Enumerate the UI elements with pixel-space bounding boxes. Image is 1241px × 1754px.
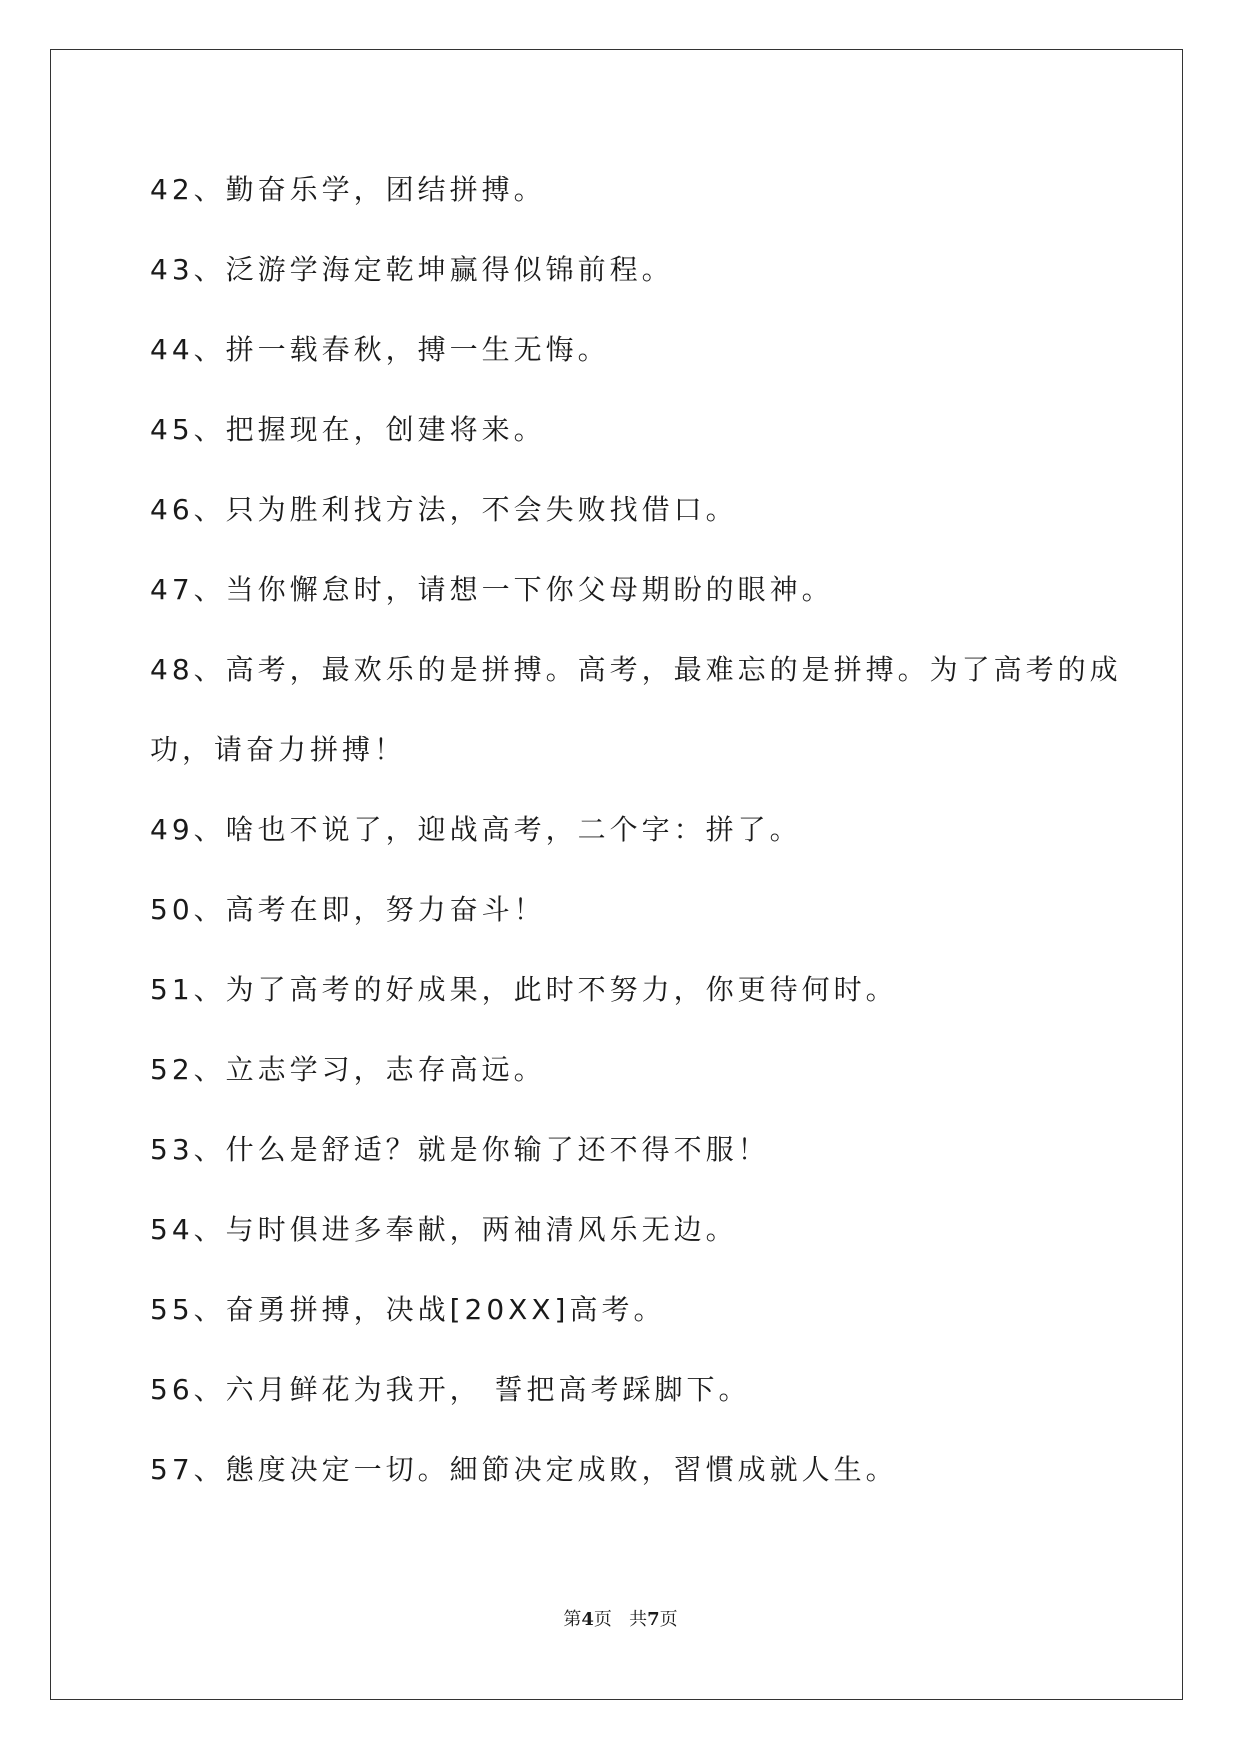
total-page-number: 7 <box>647 1609 660 1630</box>
slogan-line: 52、立志学习，志存高远。 <box>150 1053 546 1086</box>
slogan-line: 44、拼一载春秋，搏一生无悔。 <box>150 333 610 366</box>
slogan-line: 43、泛游学海定乾坤赢得似锦前程。 <box>150 253 674 286</box>
footer-total-prefix: 共 <box>629 1609 648 1630</box>
footer-prefix: 第 <box>563 1609 582 1630</box>
current-page-number: 4 <box>581 1609 594 1630</box>
slogan-line: 45、把握现在，创建将来。 <box>150 413 546 446</box>
slogan-line: 47、当你懈怠时，请想一下你父母期盼的眼神。 <box>150 573 834 606</box>
slogan-line: 50、高考在即，努力奋斗！ <box>150 893 546 926</box>
slogan-line-continuation: 功，请奋力拼搏！ <box>150 733 407 766</box>
slogan-line: 54、与时俱进多奉献，两袖清风乐无边。 <box>150 1213 738 1246</box>
page-footer <box>0 1605 1241 1631</box>
slogan-line: 48、高考，最欢乐的是拼搏。高考，最难忘的是拼搏。为了高考的成 <box>150 653 1122 686</box>
footer-page-suffix: 页 <box>593 1609 612 1630</box>
slogan-line: 42、勤奋乐学，团结拼搏。 <box>150 173 546 206</box>
slogan-line: 55、奋勇拼搏，决战[20XX]高考。 <box>150 1293 666 1326</box>
slogan-line: 56、六月鲜花为我开， 誓把高考踩脚下。 <box>150 1373 751 1406</box>
slogan-line: 57、態度决定一切。細節决定成敗，習慣成就人生。 <box>150 1453 898 1486</box>
slogan-line: 51、为了高考的好成果，此时不努力，你更待何时。 <box>150 973 898 1006</box>
slogan-line: 46、只为胜利找方法，不会失败找借口。 <box>150 493 738 526</box>
footer-total-suffix: 页 <box>659 1609 678 1630</box>
slogan-line: 53、什么是舒适？就是你输了还不得不服！ <box>150 1133 770 1166</box>
slogan-list <box>150 150 1122 1510</box>
slogan-line: 49、啥也不说了，迎战高考，二个字：拼了。 <box>150 813 802 846</box>
